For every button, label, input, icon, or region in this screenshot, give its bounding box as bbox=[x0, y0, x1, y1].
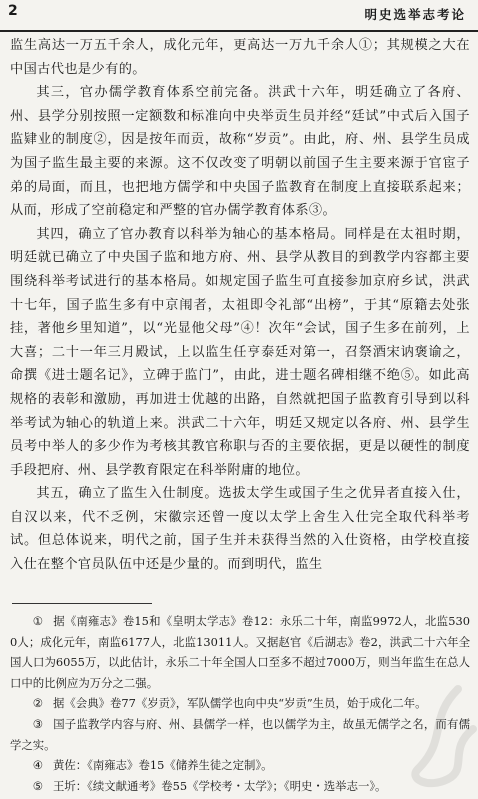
footnote bbox=[10, 611, 470, 693]
footnote bbox=[10, 714, 470, 755]
footnote bbox=[10, 776, 470, 797]
footnote-text: 据《南雍志》卷15和《皇明太学志》卷12：永乐二十年，南监9972人，北监5300人；成化元年，南监6177人，北监13011人。又据赵官《后湖志》卷2，洪武二十六年全国人口为6055万，以此估计，永乐二十年全国人口至多不超过7000万，则当年监生在总人口中的比例应为万分之二强。 bbox=[10, 614, 470, 690]
footnote bbox=[10, 693, 470, 714]
footnote-text: 国子监教学内容与府、州、县儒学一样，也以儒学为主，故虽无儒学之名，而有儒学之实。 bbox=[10, 716, 470, 752]
paragraph: 监生高达一万五千余人，成化元年，更高达一万九千余人①；其规模之大在中国古代也是少有的。 bbox=[10, 38, 470, 77]
paragraph: 其三，官办儒学教育体系空前完备。洪武十六年，明廷确立了各府、州、县学分别按照一定额数和标准向中央举贡生员并经“廷试”中式后入国子监肄业的制度②，因是按年而贡，故称“岁贡”。由此，府、州、县学生员成为国子监生最主要的来源。这不仅改变了明朝以前国子生主要来源于官宦子弟的局面，而且，也把地方儒学和中央国子监教育在制度上直接联系起来；从而，形成了空前稳定和严整的官办儒学教育体系③。 bbox=[10, 85, 470, 219]
footnote-text: 王圻：《续文献通考》卷55《学校考・太学》；《明史・选举志一》。 bbox=[53, 778, 387, 793]
page-header bbox=[0, 0, 478, 32]
footnote-divider bbox=[12, 603, 152, 604]
page-number: 2 bbox=[8, 3, 18, 19]
footnote bbox=[10, 755, 470, 776]
paragraph: 其四，确立了官办教育以科举为轴心的基本格局。同样是在太祖时期，明廷就已确立了中央国子监和地方府、州、县学从教目的到教学内容都主要围绕科举考试进行的基本格局。如规定国子监生可直接参加京府乡试，洪武十七年，国子监生多有中京闱者，太祖即令礼部“出榜”，于其“原籍去处张挂，著他乡里知道”，以“光显他父母”④！次年“会试，国子生多在前列，上大喜；二十一年三月殿试，上以监生任亨泰廷对第一，召祭酒宋讷褒谕之，命撰《进士题名记》，立碑于监门”，由此，进士题名碑相继不绝⑤。如此高规格的表彰和激励，再加进士优越的出路，自然就把国子监教育引导到以科举考试为轴心的轨道上来。洪武二十六年，明廷又规定以各府、州、县学生员考中举人的多少作为考核其教官称职与否的主要依据，更是以硬性的制度手段把府、州、县学教育限定在科举附庸的地位。 bbox=[10, 226, 470, 478]
footnote-text: 据《会典》卷77《岁贡》，军队儒学也向中央“岁贡”生员，始于成化二年。 bbox=[53, 696, 427, 711]
footnote-mark: ① bbox=[32, 614, 44, 628]
footnote-mark: ② bbox=[32, 696, 44, 711]
running-title: 明史选举志考论 bbox=[364, 7, 466, 22]
footnote-mark: ④ bbox=[32, 758, 44, 773]
paragraph: 其五，确立了监生入仕制度。选拔太学生或国子生之优异者直接入仕，自汉以来，代不乏例，宋徽宗还曾一度以太学上舍生入仕完全取代科举考试。但总体说来，明代之前，国子生并未获得当然的入仕资格，由学校直接入仕在整个官员队伍中还是少量的。而到明代，监生 bbox=[10, 486, 470, 573]
footnote-mark: ⑤ bbox=[32, 778, 44, 793]
body-text bbox=[10, 34, 470, 577]
footnote-mark: ③ bbox=[32, 716, 44, 731]
footnotes bbox=[10, 611, 470, 796]
footnote-text: 黄佐：《南雍志》卷15《储养生徒之定制》。 bbox=[53, 758, 273, 773]
